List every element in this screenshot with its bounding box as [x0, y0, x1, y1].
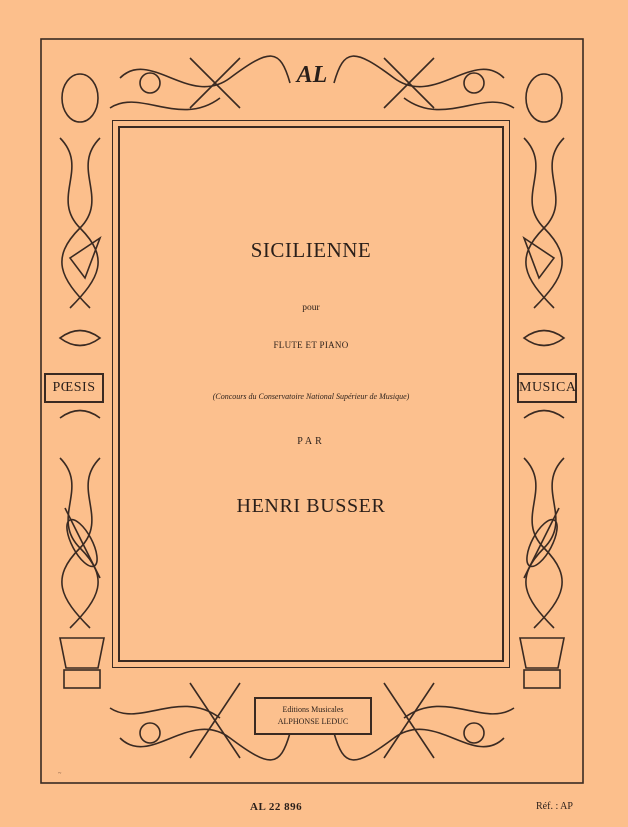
par-text: PAR [297, 436, 325, 447]
instrumentation: FLUTE ET PIANO [273, 340, 349, 350]
composer-name: HENRI BUSSER [236, 495, 386, 517]
catalog-number: AL 22 896 [250, 801, 303, 813]
dedication: (Concours du Conservatoire National Supérieur de Musique) [212, 392, 410, 401]
piece-title: SICILIENNE [250, 238, 372, 262]
engraver-signature: ~ [58, 771, 62, 777]
publisher-line-1: Editions Musicales [282, 705, 344, 714]
pour-text: pour [302, 303, 320, 313]
publisher-line-2: ALPHONSE LEDUC [277, 717, 349, 726]
reference-code: Réf. : AP [536, 801, 573, 812]
publisher-logo: AL [296, 62, 328, 88]
publisher-plate [254, 697, 372, 735]
musica-label: MUSICA [517, 373, 577, 403]
poesis-label: PŒSIS [44, 373, 104, 403]
